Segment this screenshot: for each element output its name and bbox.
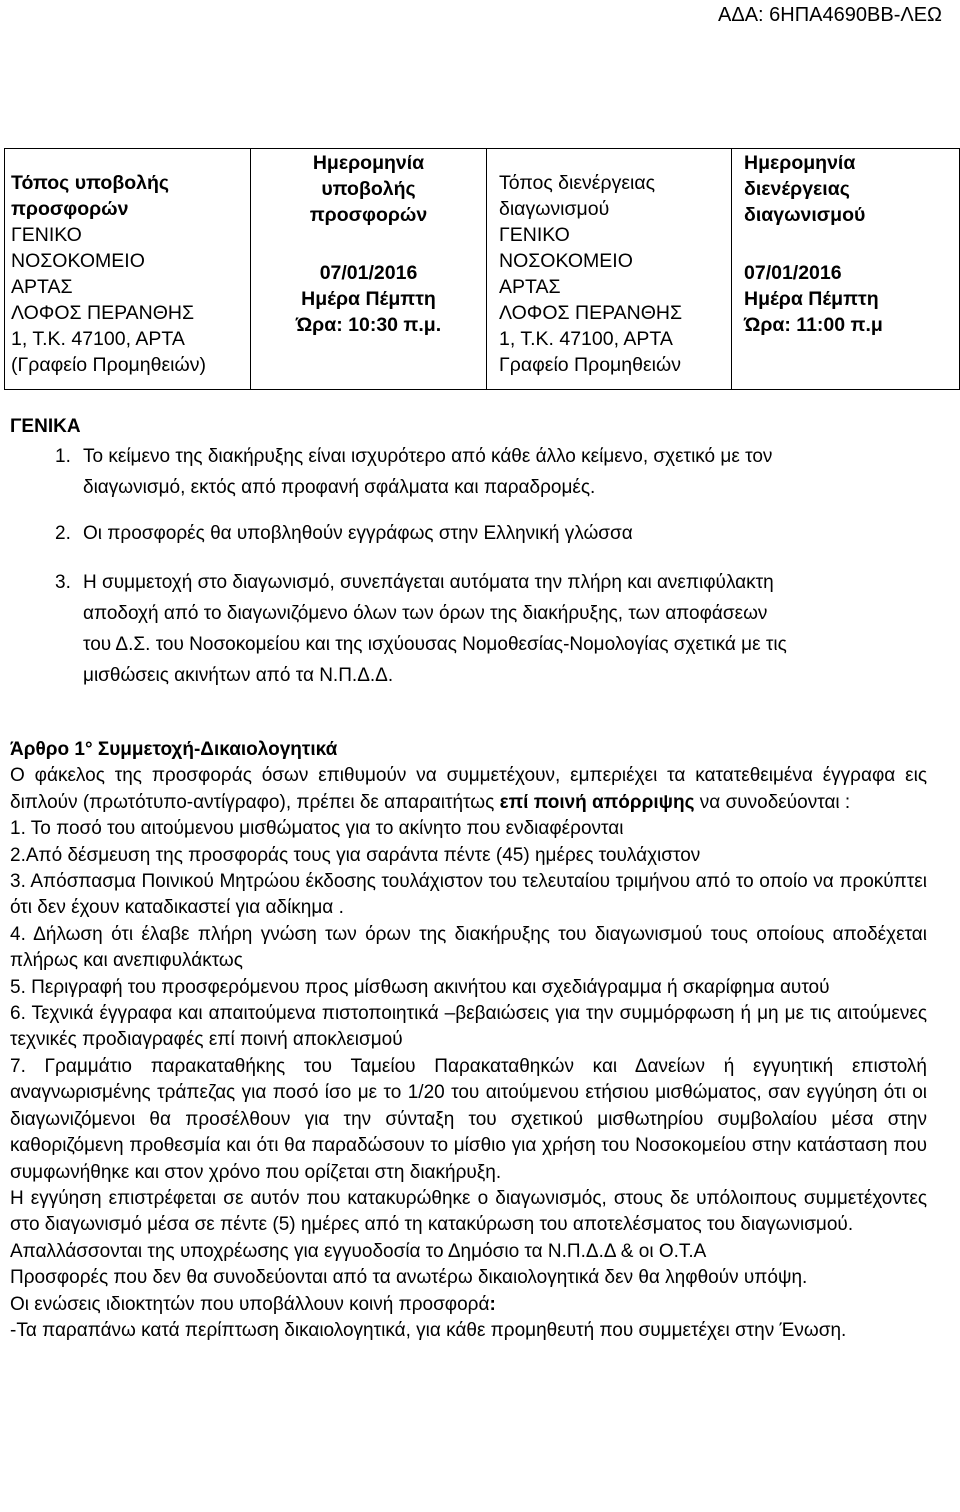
requirement-item: Προσφορές που δεν θα συνοδεύονται από τα ανωτέρω δικαιολογητικά δεν θα ληφθούν υπόψη. bbox=[10, 1267, 808, 1289]
col3-line: ΓΕΝΙΚΟ bbox=[499, 224, 570, 246]
requirement-item: 3. Απόσπασμα Ποινικού Μητρώου έκδοσης τουλάχιστον του τελευταίου τριμήνου από το οποίο να προκύπτει ότι δεν έχουν καταδικαστεί για αδίκημα . bbox=[10, 871, 927, 919]
submission-time: Ώρα: 10:30 π.μ. bbox=[295, 314, 442, 336]
requirement-item: 7. Γραμμάτιο παρακαταθήκης του Ταμείου Παρακαταθηκών και Δανείων ή εγγυητική επιστολή αναγνωρισμένης τράπεζας για ποσό ίσο με το 1/20 του αιτούμενου ετήσιου μισθώματος, σαν εγγύηση ότι οι διαγωνιζόμενοι θα προσέλθουν για την σύνταξη του σχετικού μισθωτηρίου συμβολαίου μέσα στην καθοριζόμενη προθεσμία και ότι θα παραδώσουν το μίσθιο για χρήση του Νοσοκομείου στην κατάσταση που συμφωνήθηκε και στον χρόνο που ορίζεται στη διακήρυξη. bbox=[10, 1055, 927, 1183]
general-line: Το κείμενο της διακήρυξης είναι ισχυρότερο από κάθε άλλο κείμενο, σχετικό με τον bbox=[83, 446, 773, 467]
ada-code: ΑΔΑ: 6ΗΠΑ4690ΒΒ-ΛΕΩ bbox=[718, 4, 942, 26]
col2-heading: υποβολής bbox=[321, 178, 416, 200]
article-1 bbox=[10, 737, 927, 1344]
col3-line: ΑΡΤΑΣ bbox=[499, 276, 561, 298]
info-table bbox=[4, 148, 960, 390]
col1-line: ΑΡΤΑΣ bbox=[11, 276, 73, 298]
submission-date-cell bbox=[251, 149, 487, 390]
col3-line: 1, Τ.Κ. 47100, ΑΡΤΑ bbox=[499, 328, 673, 350]
general-item-3 bbox=[83, 567, 935, 691]
requirement-item: Η εγγύηση επιστρέφεται σε αυτόν που κατακυρώθηκε ο διαγωνισμός, στους δε υπόλοιπους συμμετέχοντες στο διαγωνισμό μέσα σε πέντε (5) ημέρες από τη κατακύρωση του αποτελέσματος του διαγωνισμού. bbox=[10, 1187, 927, 1236]
joint-offer-text: -Τα παραπάνω κατά περίπτωση δικαιολογητικά, για κάθε προμηθευτή που συμμετέχει στην Ένωση. bbox=[10, 1319, 847, 1341]
tender-time: Ώρα: 11:00 π.μ bbox=[744, 314, 883, 336]
col1-line: 1, Τ.Κ. 47100, ΑΡΤΑ bbox=[11, 328, 185, 350]
general-line: μισθώσεις ακινήτων από τα Ν.Π.Δ.Δ. bbox=[83, 665, 394, 686]
col4-heading: διενέργειας bbox=[744, 178, 850, 200]
general-item-number: 1. bbox=[55, 446, 71, 467]
general-line: αποδοχή από το διαγωνιζόμενο όλων των όρων της διακήρυξης, των αποφάσεων bbox=[83, 603, 768, 624]
general-heading: ΓΕΝΙΚΑ bbox=[10, 416, 81, 437]
col4-heading: Ημερομηνία bbox=[744, 152, 856, 174]
col2-heading: προσφορών bbox=[309, 204, 428, 226]
general-line: διαγωνισμό, εκτός από προφανή σφάλματα και παραδρομές. bbox=[83, 477, 596, 498]
joint-offer-label bbox=[10, 1292, 927, 1318]
col3-heading: Τόπος διενέργειας bbox=[499, 172, 656, 194]
general-item-2 bbox=[83, 518, 935, 549]
general-item-number: 2. bbox=[55, 523, 71, 544]
general-line: Οι προσφορές θα υποβληθούν εγγράφως στην Ελληνική γλώσσα bbox=[83, 523, 633, 544]
submission-day: Ημέρα Πέμπτη bbox=[301, 288, 436, 310]
article-intro bbox=[10, 763, 927, 816]
joint-colon: : bbox=[489, 1293, 496, 1315]
intro-bold: επί ποινή απόρριψης bbox=[499, 791, 695, 813]
col1-line: ΛΟΦΟΣ ΠΕΡΑΝΘΗΣ bbox=[11, 302, 195, 324]
article-title: Άρθρο 1° Συμμετοχή-Δικαιολογητικά bbox=[10, 739, 338, 760]
requirement-item: 6. Τεχνικά έγγραφα και απαιτούμενα πιστοποιητικά –βεβαιώσεις για την συμμόρφωση ή μη με τις αιτούμενες τεχνικές προδιαγραφές επί ποινή αποκλεισμού bbox=[10, 1003, 927, 1051]
col4-heading: διαγωνισμού bbox=[744, 204, 866, 226]
tender-day: Ημέρα Πέμπτη bbox=[744, 288, 879, 310]
requirement-item: 2.Από δέσμευση της προσφοράς τους για σαράντα πέντε (45) ημέρες τουλάχιστον bbox=[10, 844, 701, 866]
requirement-item: 1. Το ποσό του αιτούμενου μισθώματος για το ακίνητο που ενδιαφέρονται bbox=[10, 818, 624, 840]
general-item-1 bbox=[83, 441, 935, 503]
tender-date-cell bbox=[732, 149, 960, 390]
col3-line: Γραφείο Προμηθειών bbox=[499, 354, 681, 376]
intro-tail: να συνοδεύονται : bbox=[694, 791, 851, 813]
general-line: του Δ.Σ. του Νοσοκομείου και της ισχύουσας Νομοθεσίας-Νομολογίας σχετικά με τις bbox=[83, 634, 787, 655]
submission-date: 07/01/2016 bbox=[319, 262, 418, 284]
col3-line: ΝΟΣΟΚΟΜΕΙΟ bbox=[499, 250, 633, 272]
general-line: Η συμμετοχή στο διαγωνισμό, συνεπάγεται αυτόματα την πλήρη και ανεπιφύλακτη bbox=[83, 572, 774, 593]
requirement-item: 5. Περιγραφή του προσφερόμενου προς μίσθωση ακινήτου και σχεδιάγραμμα ή σκαρίφημα αυτού bbox=[10, 976, 830, 998]
requirement-item: Απαλλάσσονται της υποχρέωσης για εγγυοδοσία το Δημόσιο τα Ν.Π.Δ.Δ & οι Ο.Τ.Α bbox=[10, 1240, 707, 1262]
col1-heading-2: προσφορών bbox=[11, 198, 129, 220]
col1-line: ΝΟΣΟΚΟΜΕΙΟ bbox=[11, 250, 145, 272]
joint-label-text: Οι ενώσεις ιδιοκτητών που υποβάλλουν κοινή προσφορά bbox=[10, 1293, 490, 1315]
col3-heading: διαγωνισμού bbox=[499, 198, 610, 220]
intro-text: Ο φάκελος της προσφοράς όσων επιθυμούν να συμμετέχουν, εμπεριέχει τα κατατεθειμένα έγγραφα εις διπλούν (πρωτότυπο-αντίγραφο), πρέπει δε απαραιτήτως bbox=[10, 765, 927, 813]
tender-place-cell bbox=[487, 149, 732, 390]
col1-line: (Γραφείο Προμηθειών) bbox=[11, 354, 206, 376]
col2-heading: Ημερομηνία bbox=[312, 152, 425, 174]
general-item-number: 3. bbox=[55, 572, 71, 593]
col1-line: ΓΕΝΙΚΟ bbox=[11, 224, 82, 246]
col3-line: ΛΟΦΟΣ ΠΕΡΑΝΘΗΣ bbox=[499, 302, 683, 324]
requirement-item: 4. Δήλωση ότι έλαβε πλήρη γνώση των όρων της διακήρυξης του διαγωνισμού τους οποίους αποδέχεται πλήρως και ανεπιφυλάκτως bbox=[10, 923, 927, 972]
tender-date: 07/01/2016 bbox=[744, 262, 842, 284]
col1-heading-1: Τόπος υποβολής bbox=[11, 172, 170, 194]
submission-place-cell bbox=[5, 149, 251, 390]
